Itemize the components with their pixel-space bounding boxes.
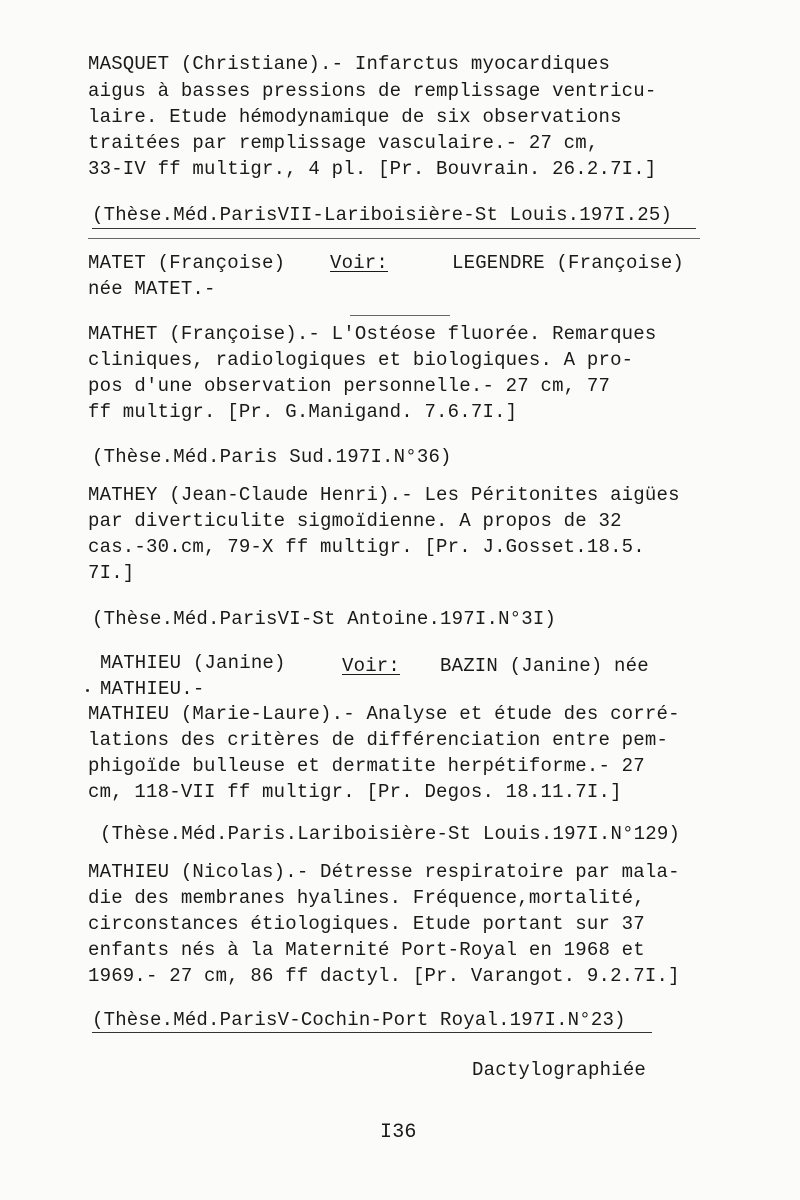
entry-line: aigus à basses pressions de remplissage ventricu- bbox=[88, 80, 657, 102]
thesis-reference: (Thèse.Méd.Paris Sud.197I.N°36) bbox=[92, 446, 452, 468]
cross-reference: BAZIN (Janine) née bbox=[440, 655, 649, 677]
entry-line: MATHIEU (Janine) bbox=[100, 652, 286, 674]
entry-line: MATET (Françoise) bbox=[88, 252, 286, 274]
thesis-reference: (Thèse.Méd.ParisVI-St Antoine.197I.N°3I) bbox=[92, 608, 557, 630]
entry-line: MATHIEU (Marie-Laure).- Analyse et étude des corré- bbox=[88, 703, 680, 725]
entry-line: née MATET.- bbox=[88, 278, 216, 300]
entry-line: lations des critères de différenciation entre pem- bbox=[88, 729, 669, 751]
entry-line: traitées par remplissage vasculaire.- 27 cm, bbox=[88, 132, 599, 154]
footer-note: Dactylographiée bbox=[472, 1059, 647, 1081]
entry-line: 33-IV ff multigr., 4 pl. [Pr. Bouvrain. 26.2.7I.] bbox=[88, 158, 657, 180]
entry-line: MATHEY (Jean-Claude Henri).- Les Péritonites aigües bbox=[88, 484, 680, 506]
entry-line: enfants nés à la Maternité Port-Royal en 1968 et bbox=[88, 939, 645, 961]
entry-line: ff multigr. [Pr. G.Manigand. 7.6.7I.] bbox=[88, 401, 518, 423]
underline-rule bbox=[92, 1032, 652, 1033]
thesis-reference: (Thèse.Méd.ParisV-Cochin-Port Royal.197I.N°23) bbox=[92, 1009, 626, 1031]
entry-line: 7I.] bbox=[88, 562, 135, 584]
entry-line: laire. Etude hémodynamique de six observations bbox=[88, 106, 622, 128]
entry-line: circonstances étiologiques. Etude portant sur 37 bbox=[88, 913, 645, 935]
entry-line: MATHIEU (Nicolas).- Détresse respiratoire par mala- bbox=[88, 861, 680, 883]
entry-line: 1969.- 27 cm, 86 ff dactyl. [Pr. Varangot. 9.2.7I.] bbox=[88, 965, 680, 987]
thesis-reference: (Thèse.Méd.ParisVII-Lariboisière-St Louis.197I.25) bbox=[92, 204, 673, 226]
entry-line: die des membranes hyalines. Fréquence,mortalité, bbox=[88, 887, 645, 909]
thesis-reference: (Thèse.Méd.Paris.Lariboisière-St Louis.197I.N°129) bbox=[100, 823, 681, 845]
cross-reference: LEGENDRE (Françoise) bbox=[452, 252, 685, 274]
entry-line: par diverticulite sigmoïdienne. A propos de 32 bbox=[88, 510, 622, 532]
entry-line: cliniques, radiologiques et biologiques. A pro- bbox=[88, 349, 634, 371]
entry-line: pos d'une observation personnelle.- 27 cm, 77 bbox=[88, 375, 611, 397]
underline-rule bbox=[92, 228, 696, 229]
entry-line: MATHIEU.- bbox=[100, 678, 205, 700]
voir-label: Voir: bbox=[330, 252, 389, 274]
voir-label: Voir: bbox=[342, 655, 401, 677]
page-number: I36 bbox=[380, 1121, 417, 1144]
separator-rule bbox=[88, 238, 700, 239]
entry-line: MASQUET (Christiane).- Infarctus myocardiques bbox=[88, 53, 611, 75]
entry-line: cas.-30.cm, 79-X ff multigr. [Pr. J.Gosset.18.5. bbox=[88, 536, 645, 558]
entry-line: MATHET (Françoise).- L'Ostéose fluorée. Remarques bbox=[88, 323, 657, 345]
entry-line: phigoïde bulleuse et dermatite herpétiforme.- 27 bbox=[88, 755, 645, 777]
ink-dot bbox=[86, 689, 89, 692]
entry-line: cm, 118-VII ff multigr. [Pr. Degos. 18.11.7I.] bbox=[88, 781, 622, 803]
short-rule bbox=[350, 315, 450, 316]
